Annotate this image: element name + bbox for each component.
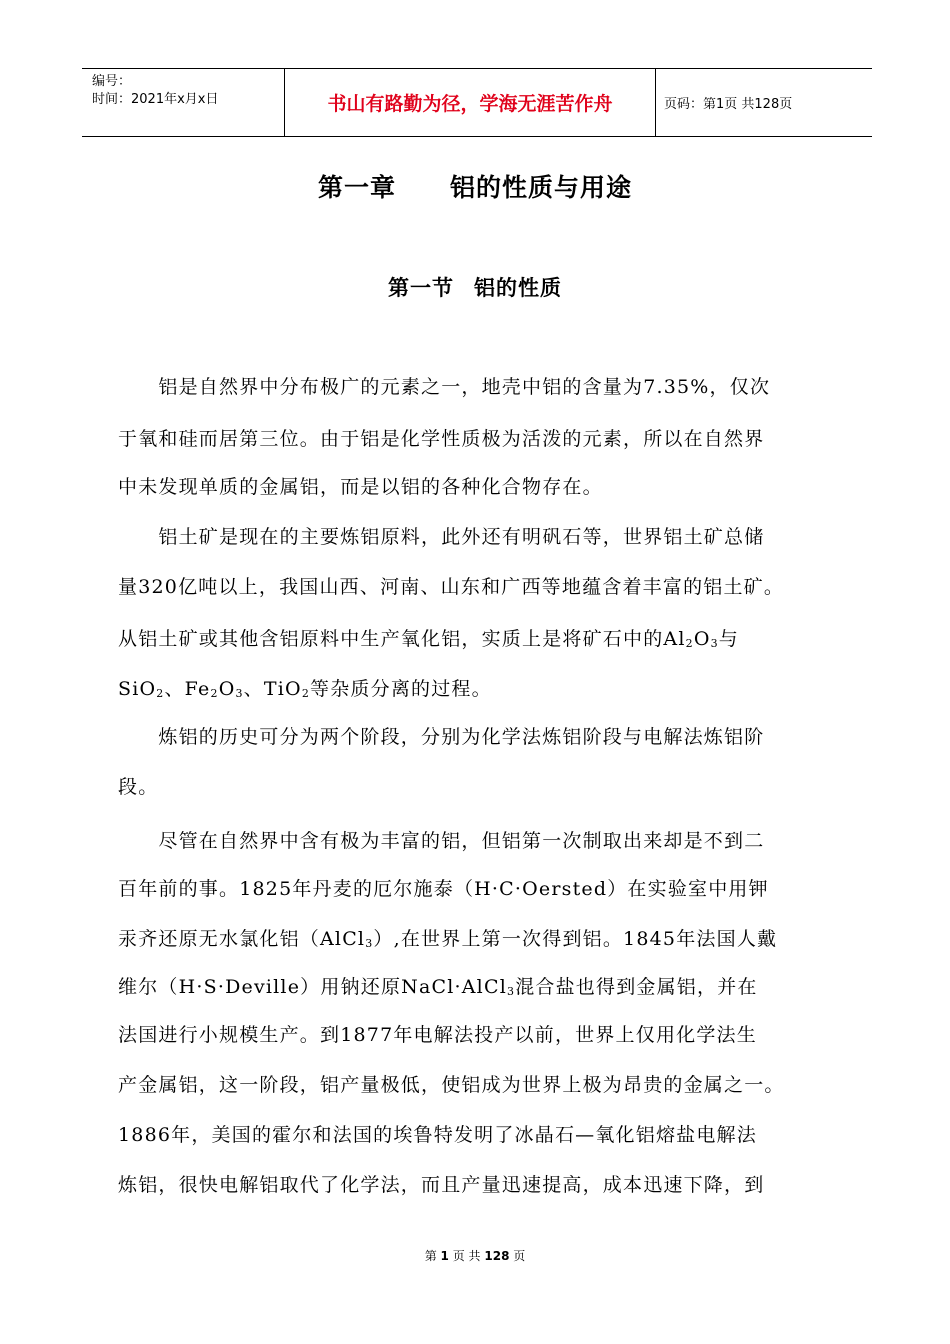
body-line: 1886年，美国的霍尔和法国的埃鲁特发明了冰晶石—氧化铝熔盐电解法: [118, 1124, 757, 1146]
body-line: 尽管在自然界中含有极为丰富的铝，但铝第一次制取出来却是不到二: [118, 830, 765, 852]
line-text: 混合盐也得到金属铝，并在: [515, 976, 758, 998]
subscript: 3: [506, 985, 516, 998]
body-line: [118, 674, 492, 701]
body-line: 炼铝的历史可分为两个阶段，分别为化学法炼铝阶段与电解法炼铝阶: [118, 726, 765, 748]
line-text: 从铝土矿或其他含铝原料中生产氧化铝，实质上是将矿石中的Al: [118, 628, 686, 650]
body-line: 产金属铝，这一阶段，铝产量极低，使铝成为世界上极为昂贵的金属之一。: [118, 1074, 785, 1096]
line-text: 维尔（H·S·Deville）用钠还原NaCl·AlCl: [118, 976, 507, 998]
subscript: 2: [301, 687, 311, 700]
line-text: O: [218, 678, 236, 700]
subscript: 2: [210, 687, 219, 700]
footer-prefix: 第: [424, 1249, 437, 1263]
line-text: 与: [718, 628, 739, 650]
line-text: 汞齐还原无水氯化铝（AlCl: [118, 928, 366, 950]
footer-page: 1: [440, 1249, 449, 1263]
header-page-info: 页码：第1页 共128页: [664, 97, 793, 112]
chapter-title: [0, 168, 950, 204]
footer-suffix: 页: [513, 1249, 526, 1263]
section-text: 铝的性质: [474, 276, 562, 300]
body-line: 于氧和硅而居第三位。由于铝是化学性质极为活泼的元素，所以在自然界: [118, 428, 765, 450]
body-line: 量320亿吨以上，我国山西、河南、山东和广西等地蕴含着丰富的铝土矿。: [118, 576, 785, 598]
subscript: 2: [156, 687, 165, 700]
body-line: 炼铝，很快电解铝取代了化学法，而且产量迅速提高，成本迅速下降，到: [118, 1174, 765, 1196]
line-text: 、Fe: [164, 678, 211, 700]
body-line: [118, 624, 739, 651]
body-line: 铝土矿是现在的主要炼铝原料，此外还有明矾石等，世界铝土矿总储: [118, 526, 765, 548]
subscript: 3: [365, 937, 374, 950]
number-label: 编号：: [92, 74, 132, 89]
header-meta: [82, 69, 284, 136]
body-line: [118, 972, 758, 999]
document-header: [82, 68, 872, 137]
subscript: 3: [235, 687, 244, 700]
subscript: 2: [685, 637, 694, 650]
line-text: O: [693, 628, 711, 650]
line-text: 等杂质分离的过程。: [310, 678, 492, 700]
subscript: 3: [710, 637, 719, 650]
body-line: 中未发现单质的金属铝，而是以铝的各种化合物存在。: [118, 476, 603, 498]
section-title: [0, 272, 950, 302]
body-line: 法国进行小规模生产。到1877年电解法投产以前，世界上仅用化学法生: [118, 1024, 757, 1046]
time-label: 时间：2021年x月x日: [92, 92, 219, 107]
body-line: 百年前的事。1825年丹麦的厄尔施泰（H·C·Oersted）在实验室中用钾: [118, 878, 769, 900]
chapter-label: 第一章: [317, 173, 396, 202]
header-motto: 书山有路勤为径，学海无涯苦作舟: [284, 69, 656, 136]
line-text: 、TiO: [243, 678, 302, 700]
page-footer: [0, 1247, 950, 1264]
line-text: ）,在世界上第一次得到铝。1845年法国人戴: [373, 928, 778, 950]
body-line: 铝是自然界中分布极广的元素之一，地壳中铝的含量为7.35%，仅次: [118, 376, 771, 398]
section-label: 第一节: [388, 276, 454, 300]
body-line: [118, 924, 777, 951]
footer-total: 128: [484, 1249, 510, 1263]
chapter-text: 铝的性质与用途: [450, 173, 633, 202]
footer-mid: 页 共: [452, 1249, 481, 1263]
line-text: SiO: [118, 678, 157, 700]
body-line: 段。: [118, 776, 159, 798]
